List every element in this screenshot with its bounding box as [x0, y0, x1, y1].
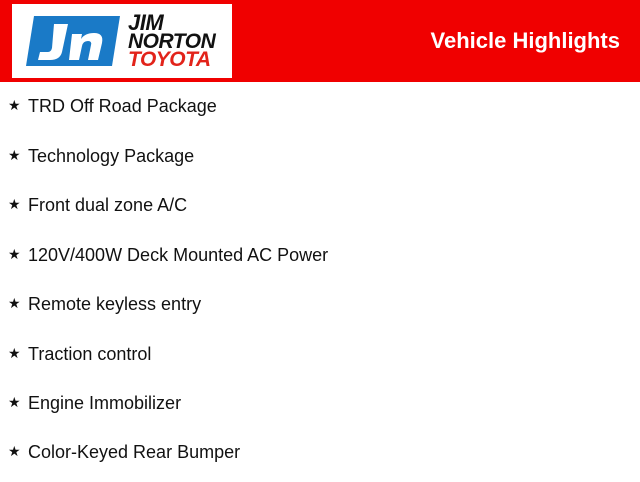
highlight-label: Color-Keyed Rear Bumper: [28, 442, 241, 462]
list-item: [0, 96, 640, 136]
list-item: [0, 393, 640, 433]
logo-text-toyota: TOYOTA: [128, 48, 211, 71]
list-item: [0, 294, 640, 334]
page-title: Vehicle Highlights: [430, 28, 620, 53]
star-icon: ★: [8, 296, 21, 312]
highlight-label: Remote keyless entry: [28, 294, 202, 314]
highlight-label: Front dual zone A/C: [28, 195, 188, 215]
star-icon: ★: [8, 444, 21, 460]
list-item: [0, 146, 640, 186]
list-item: [0, 195, 640, 235]
star-icon: ★: [8, 395, 21, 411]
star-icon: ★: [8, 98, 21, 114]
logo-text-norton: NORTON: [128, 30, 216, 53]
logo-text-jim: JIM: [128, 10, 164, 35]
highlight-label: 120V/400W Deck Mounted AC Power: [28, 245, 329, 265]
highlight-label: Traction control: [28, 344, 152, 364]
jn-logo-mark-icon: [24, 12, 124, 70]
star-icon: ★: [8, 148, 21, 164]
list-item: [0, 442, 640, 482]
highlight-label: TRD Off Road Package: [28, 96, 217, 116]
dealer-logo[interactable]: [12, 4, 232, 78]
star-icon: ★: [8, 247, 21, 263]
star-icon: ★: [8, 346, 21, 362]
highlight-label: Technology Package: [28, 146, 195, 166]
header-bar: [0, 0, 640, 82]
highlight-label: Engine Immobilizer: [28, 393, 182, 413]
list-item: [0, 245, 640, 285]
star-icon: ★: [8, 197, 21, 213]
list-item: [0, 344, 640, 384]
